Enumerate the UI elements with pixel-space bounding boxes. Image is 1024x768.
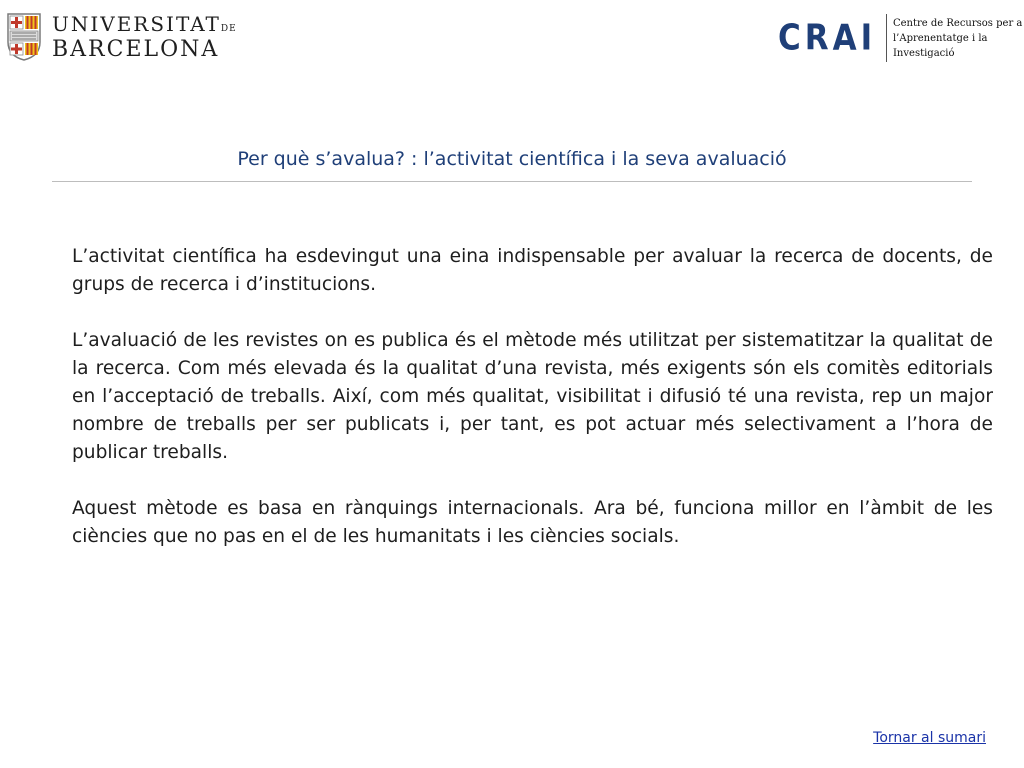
crai-wordmark: CRAI [778, 17, 877, 59]
title-divider [52, 181, 972, 182]
page-title: Per què s’avalua? : l’activitat científica i la seva avaluació [237, 148, 787, 170]
crai-logo [778, 14, 1024, 62]
paragraph-2: L’avaluació de les revistes on es publica és el mètode més utilitzat per sistematitzar la qualitat de la recerca. Com més elevada és la qualitat d’una revista, més exigents són els comitès editorials en l’acceptació de treballs. Així, com més qualitat, visibilitat i difusió té una revista, rep un major nombre de treballs per ser publicats i, per tant, es pot actuar més selectivament a l’hora de publicar treballs. [72, 330, 993, 463]
university-wordmark-line2: BARCELONA [52, 37, 220, 62]
header [0, 0, 1024, 70]
university-wordmark [52, 12, 237, 61]
paragraph-3: Aquest mètode es basa en rànquings internacionals. Ara bé, funciona millor en l’àmbit de les ciències que no pas en el de les humanitats i les ciències socials. [72, 498, 993, 547]
crai-divider [886, 14, 887, 62]
back-to-summary-link[interactable]: Tornar al sumari [873, 730, 986, 746]
university-logo [6, 12, 237, 62]
paragraph-1: L’activitat científica ha esdevingut una eina indispensable per avaluar la recerca de docents, de grups de recerca i d’institucions. [72, 246, 993, 295]
crai-subtitle: Centre de Recursos per a l’Aprenentatge i la Investigació [892, 17, 1023, 59]
university-shield-icon [6, 12, 42, 62]
main-content [72, 243, 993, 579]
university-wordmark-line1: UNIVERSITATDE [52, 12, 237, 36]
